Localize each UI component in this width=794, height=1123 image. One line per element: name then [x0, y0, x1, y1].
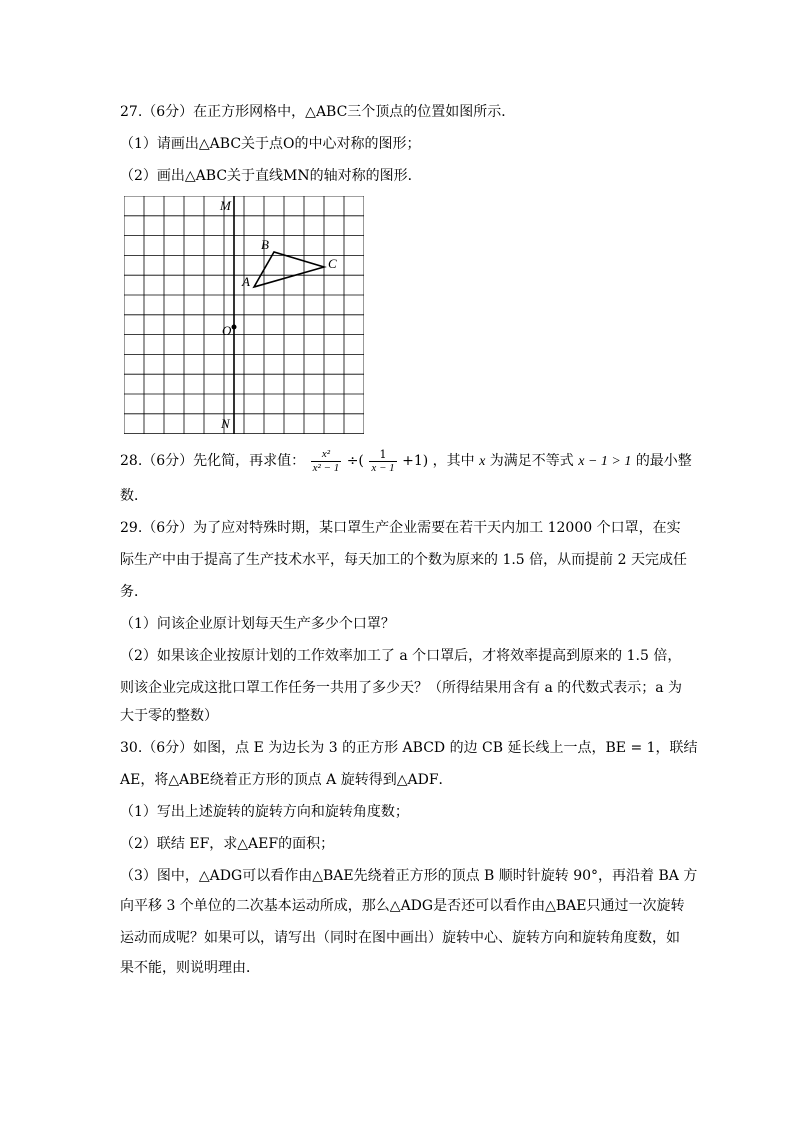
q30-part3-line4: 果不能，则说明理由． [120, 960, 260, 976]
label-a: A [242, 274, 250, 289]
q30-part3-line3: 运动而成呢？如果可以，请写出（同时在图中画出）旋转中心、旋转方向和旋转角度数，如 [120, 930, 680, 946]
label-o: O [222, 323, 232, 338]
label-n: N [221, 416, 230, 431]
q28-var-x: x [479, 454, 486, 469]
q28-fraction-1 [311, 448, 342, 475]
q27-part2: （2）画出△ABC关于直线MN的轴对称的图形． [120, 168, 422, 184]
q29-part2-line2: 则该企业完成这批口罩工作任务一共用了多少天？（所得结果用含有 a 的代数式表示；a 为 [120, 680, 683, 696]
label-c: C [328, 256, 337, 271]
q30-part2: （2）联结 EF，求△AEF的面积； [120, 836, 335, 852]
q28-mid: ，其中 [432, 453, 475, 469]
q28-pre: 28.（6分）先化简，再求值： [120, 453, 306, 469]
q28-frac1-num: x² [311, 448, 342, 462]
q29-part2-line1: （2）如果该企业按原计划的工作效率加工了 a 个口罩后，才将效率提高到原来的 1.5 倍， [120, 648, 682, 664]
q29-line1: 29.（6分）为了应对特殊时期，某口罩生产企业需要在若干天内加工 12000 个口罩，在实 [120, 520, 681, 536]
q30-line1: 30.（6分）如图，点 E 为边长为 3 的正方形 ABCD 的边 CB 延长线上一点，BE = 1，联结 [120, 740, 698, 756]
q28-frac2-den: x − 1 [371, 461, 395, 474]
q29-part2-line3: 大于零的整数） [120, 708, 218, 724]
label-m: M [220, 198, 231, 213]
triangle-abc [254, 252, 324, 287]
q28-line2: 数． [120, 488, 148, 504]
q29-line2: 际生产中由于提高了生产技术水平，每天加工的个数为原来的 1.5 倍，从而提前 2 天完成任 [120, 552, 687, 568]
q30-part3-line2: 向平移 3 个单位的二次基本运动所成，那么△ADG是否还可以看作由△BAE只通过一次旋转 [120, 898, 685, 914]
q28-inequality: x − 1 > 1 [578, 454, 632, 469]
q30-part1: （1）写出上述旋转的旋转方向和旋转角度数； [120, 804, 409, 820]
q27-stem: 27.（6分）在正方形网格中，△ABC三个顶点的位置如图所示． [120, 104, 516, 120]
q28-cond-b: 的最小整 [635, 453, 692, 469]
point-o [232, 325, 237, 330]
q29-part1: （1）问该企业原计划每天生产多少个口罩？ [120, 616, 395, 632]
q30-line2: AE，将△ABE绕着正方形的顶点 A 旋转得到△ADF． [120, 772, 453, 788]
q28-post-paren: +1) [402, 453, 429, 469]
q27-grid-figure [124, 196, 364, 434]
q28-div: ÷( [346, 453, 364, 469]
label-b: B [261, 237, 269, 252]
q28-line1 [120, 446, 692, 477]
q30-part3-line1: （3）图中，△ADG可以看作由△BAE先绕着正方形的顶点 B 顺时针旋转 90°，再沿着 BA 方 [120, 868, 698, 884]
q28-fraction-2 [369, 448, 396, 475]
q27-part1: （1）请画出△ABC关于点O的中心对称的图形； [120, 136, 421, 152]
q28-cond-a: 为满足不等式 [489, 453, 574, 469]
q29-line3: 务． [120, 584, 148, 600]
q28-frac2-num: 1 [369, 448, 396, 462]
q28-frac1-den: x² − 1 [312, 461, 340, 474]
